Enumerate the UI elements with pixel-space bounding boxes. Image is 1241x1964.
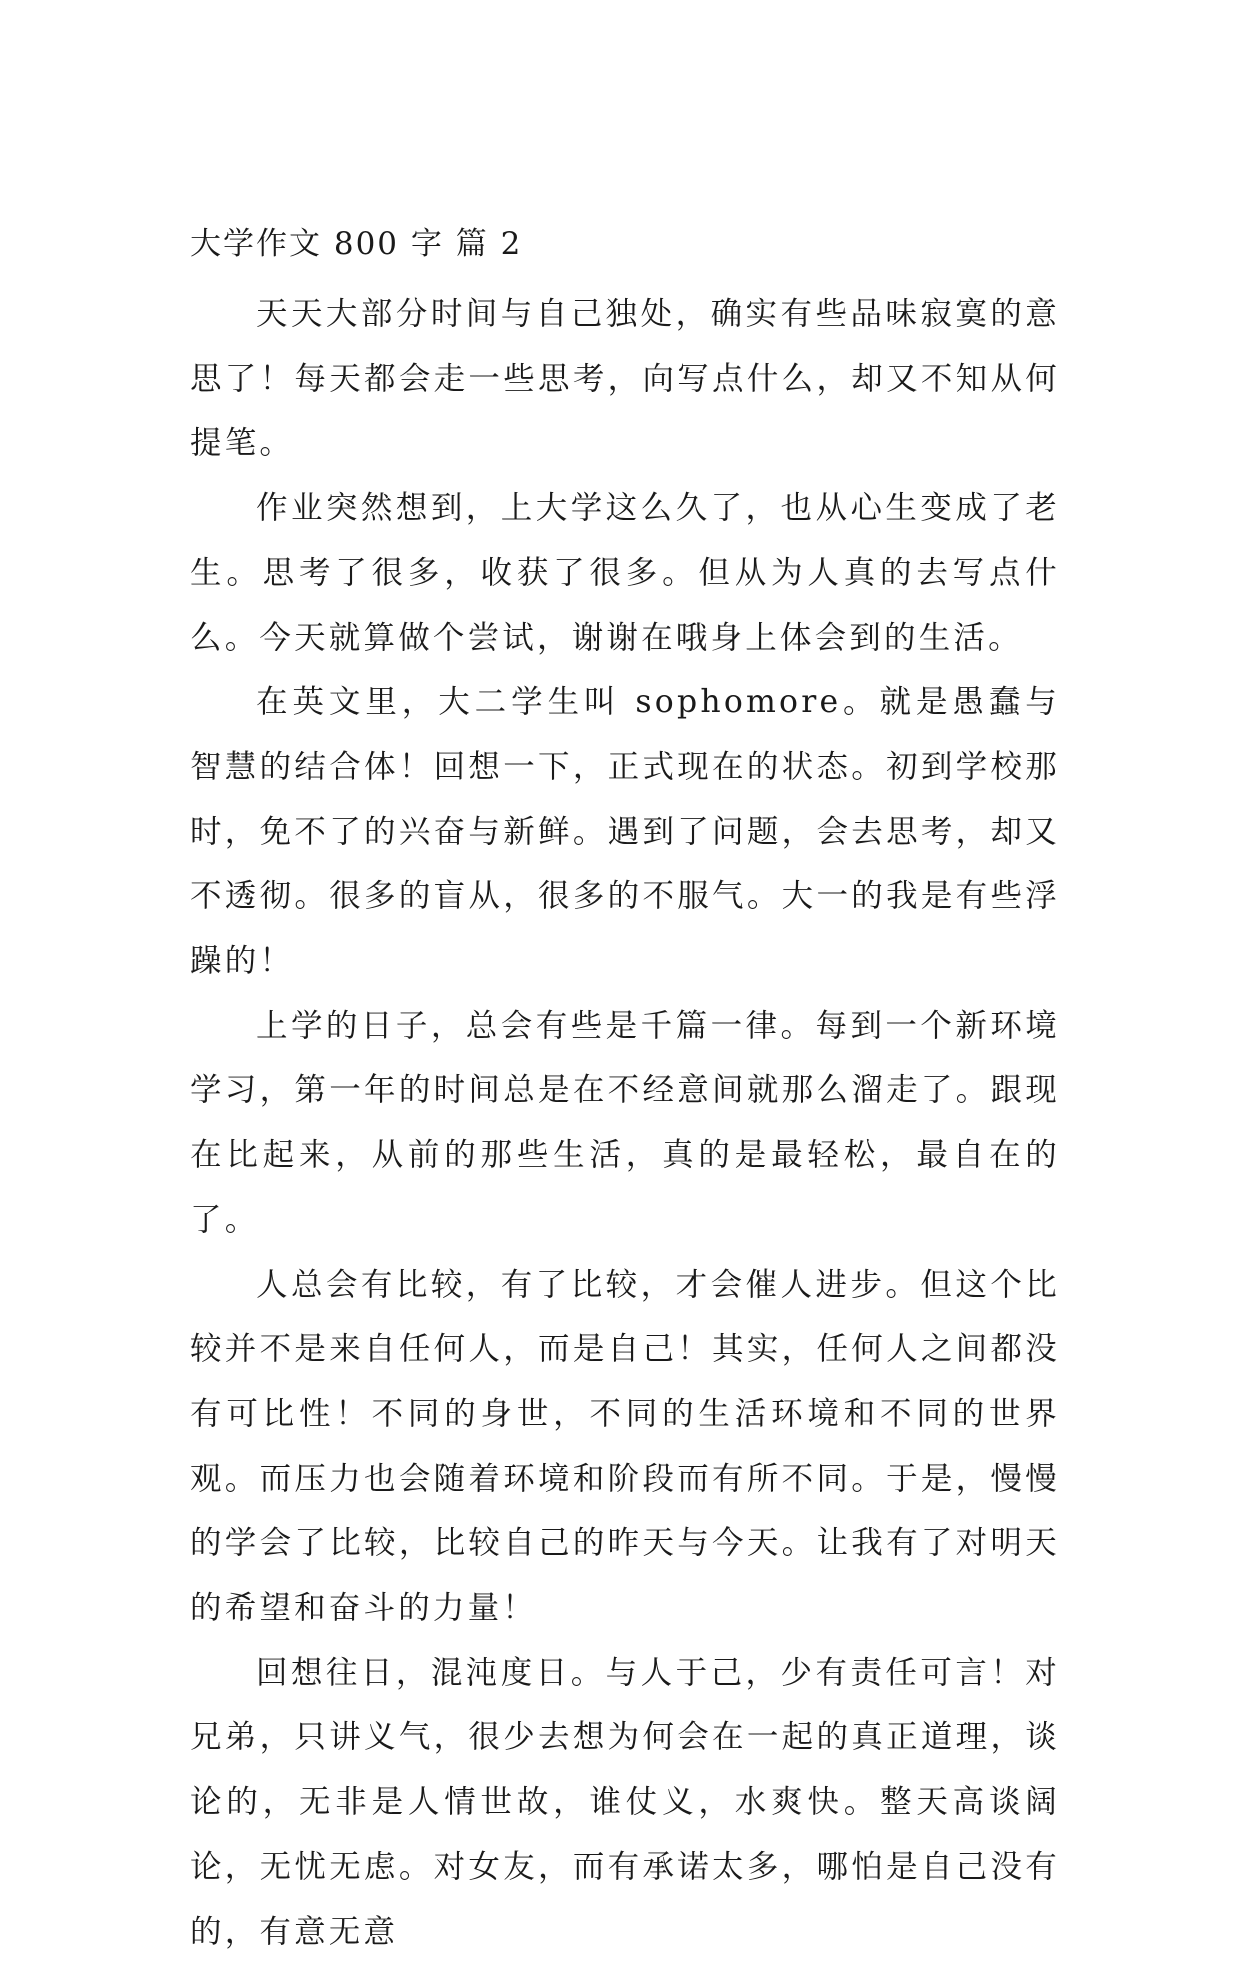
paragraph-6: 回想往日，混沌度日。与人于己，少有责任可言！对兄弟，只讲义气，很少去想为何会在一起的真正道理，谈论的，无非是人情世故，谁仗义，水爽快。整天高谈阔论，无忧无虑。对女友，而有承诺太多，哪怕是自己没有的，有意无意	[190, 1654, 1060, 1950]
paragraph-4: 上学的日子，总会有些是千篇一律。每到一个新环境学习，第一年的时间总是在不经意间就那么溜走了。跟现在比起来，从前的那些生活，真的是最轻松，最自在的了。	[190, 1007, 1060, 1238]
paragraph-1: 天天大部分时间与自己独处，确实有些品味寂寞的意思了！每天都会走一些思考，向写点什么，却又不知从何提笔。	[190, 296, 1060, 462]
document-body	[190, 282, 1060, 1964]
paragraph-2: 作业突然想到，上大学这么久了，也从心生变成了老生。思考了很多，收获了很多。但从为人真的去写点什么。今天就算做个尝试，谢谢在哦身上体会到的生活。	[190, 490, 1060, 656]
paragraph-5: 人总会有比较，有了比较，才会催人进步。但这个比较并不是来自任何人，而是自己！其实，任何人之间都没有可比性！不同的身世，不同的生活环境和不同的世界观。而压力也会随着环境和阶段而有所不同。于是，慢慢的学会了比较，比较自己的昨天与今天。让我有了对明天的希望和奋斗的力量！	[190, 1266, 1060, 1627]
document-title: 大学作文 800 字 篇 2	[190, 226, 523, 262]
paragraph-3: 在英文里，大二学生叫 sophomore。就是愚蠢与智慧的结合体！回想一下，正式现在的状态。初到学校那时，免不了的兴奋与新鲜。遇到了问题，会去思考，却又不透彻。很多的盲从，很多的不服气。大一的我是有些浮躁的！	[190, 684, 1060, 980]
